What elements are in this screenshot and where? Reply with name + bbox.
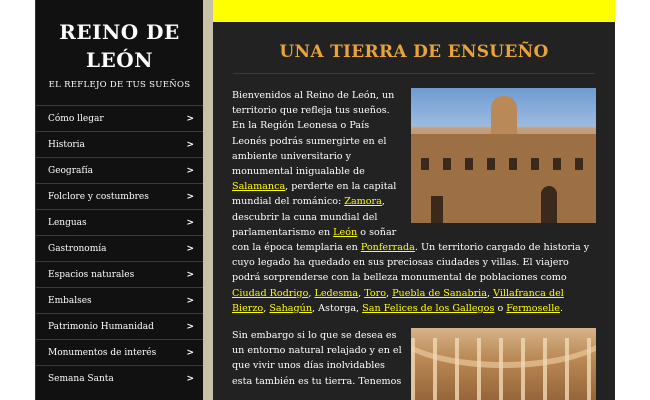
nav-item-label: Historia (48, 139, 85, 150)
second-section (232, 328, 596, 389)
nav-item-label: Monumentos de interés (48, 347, 157, 358)
link-leon[interactable]: León (333, 226, 358, 238)
page-title: UNA TIERRA DE ENSUEÑO (279, 42, 549, 62)
link-ponferrada[interactable]: Ponferrada (360, 242, 415, 254)
nav-item-como-llegar[interactable] (36, 105, 204, 131)
site-title-line1[interactable]: REINO DE (59, 20, 180, 44)
nav-item-gastronomia[interactable] (36, 235, 204, 261)
text-run: . (559, 302, 564, 314)
site-title-line2[interactable]: LEÓN (85, 48, 153, 72)
chevron-right-icon: > (186, 113, 194, 124)
link-zamora[interactable]: Zamora (344, 196, 382, 208)
chevron-right-icon: > (186, 165, 194, 176)
nav-item-label: Embalses (48, 295, 92, 306)
chevron-right-icon: > (186, 321, 194, 332)
cathedral-interior-photo (411, 328, 596, 400)
text-run: , (263, 302, 270, 314)
text-run: o soñar con la época templaria en (232, 226, 397, 254)
nav-item-geografia[interactable] (36, 157, 204, 183)
main-navigation (36, 105, 204, 391)
link-ledesma[interactable]: Ledesma (314, 287, 359, 299)
intro-paragraph (232, 88, 596, 316)
nav-item-patrimonio[interactable] (36, 313, 204, 339)
site-subtitle: EL REFLEJO DE TUS SUEÑOS (48, 80, 191, 90)
nav-item-label: Patrimonio Humanidad (48, 321, 154, 332)
nav-item-lenguas[interactable] (36, 209, 204, 235)
nature-paragraph (232, 328, 596, 389)
arcade-shape (411, 338, 596, 400)
main-content (213, 0, 615, 400)
text-run: o (494, 302, 507, 314)
nav-item-label: Gastronomía (48, 243, 107, 254)
doorway-shape (431, 196, 443, 223)
page-gutter (203, 0, 213, 400)
nav-item-folclore[interactable] (36, 183, 204, 209)
nav-item-label: Geografía (48, 165, 93, 176)
text-run: , Astorga, (312, 302, 363, 314)
nav-item-monumentos[interactable] (36, 339, 204, 365)
top-banner-bar (213, 0, 615, 22)
link-sahagun[interactable]: Sahagún (269, 302, 313, 314)
page-margin (615, 0, 650, 400)
chevron-right-icon: > (186, 217, 194, 228)
text-run: , (486, 287, 494, 299)
link-salamanca[interactable]: Salamanca (232, 181, 286, 193)
link-villafranca-del-bierzo[interactable]: Villafranca del Bierzo (232, 287, 564, 314)
link-puebla-de-sanabria[interactable]: Puebla de Sanabria (392, 287, 487, 299)
link-san-felices[interactable]: San Felices de los Gallegos (362, 302, 495, 314)
chevron-right-icon: > (186, 139, 194, 150)
text-run: . Un territorio cargado de historia y cuyo legado ha quedado en sus preciosas ciudades y villas. El viajero podrá sorprenderse con la belleza monumental de poblaciones como (232, 242, 590, 284)
salamanca-university-photo (411, 88, 596, 223)
title-divider (233, 73, 595, 74)
nav-item-historia[interactable] (36, 131, 204, 157)
nav-item-label: Espacios naturales (48, 269, 135, 280)
chevron-right-icon: > (186, 347, 194, 358)
link-fermoselle[interactable]: Fermoselle (506, 302, 560, 314)
chevron-right-icon: > (186, 295, 194, 306)
text-run: , (385, 287, 393, 299)
article-body (232, 88, 596, 400)
text-run: , perderte en la capital mundial del románico: (232, 181, 397, 208)
nav-item-espacios-naturales[interactable] (36, 261, 204, 287)
nav-item-label: Semana Santa (48, 373, 114, 384)
nav-item-embalses[interactable] (36, 287, 204, 313)
link-toro[interactable]: Toro (364, 287, 386, 299)
site-title[interactable] (36, 0, 203, 74)
sidebar (35, 0, 203, 400)
text-run: , (358, 287, 365, 299)
chevron-right-icon: > (186, 269, 194, 280)
chevron-right-icon: > (186, 243, 194, 254)
nav-item-label: Lenguas (48, 217, 87, 228)
window-row-shape (421, 158, 586, 170)
text-run: Bienvenidos al Reino de León, un territorio que refleja tus sueños. En la Región Leonesa o País Leonés podrás sumergirte en el ambiente universitario y monumental inigualable de (232, 90, 395, 178)
text-run: Sin embargo si lo que se desea es un entorno natural relajado y en el que vivir unos días inolvidables esta también es tu tierra. Tenemos (232, 330, 402, 387)
chevron-right-icon: > (186, 191, 194, 202)
text-run: , (308, 287, 315, 299)
nav-item-label: Cómo llegar (48, 113, 104, 124)
nav-item-label: Folclore y costumbres (48, 191, 149, 202)
chevron-right-icon: > (186, 373, 194, 384)
text-run: , descubrir la cuna mundial del parlamentarismo en (232, 196, 385, 238)
nav-item-semana-santa[interactable] (36, 365, 204, 391)
doorway-shape (541, 186, 557, 223)
link-ciudad-rodrigo[interactable]: Ciudad Rodrigo (232, 287, 309, 299)
